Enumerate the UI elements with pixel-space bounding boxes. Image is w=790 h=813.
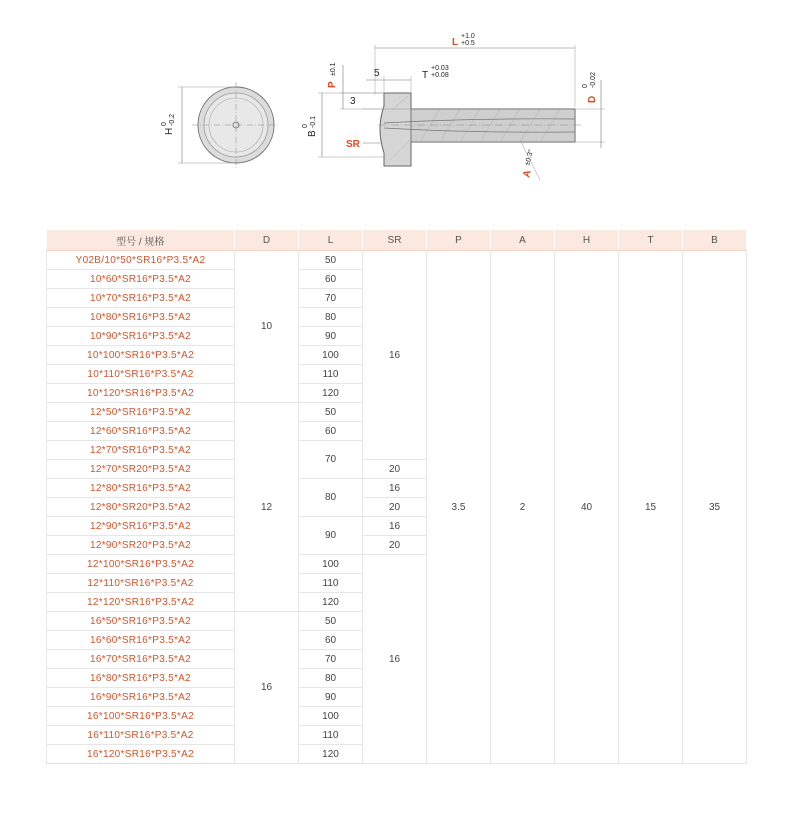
header-D: D	[235, 230, 299, 251]
side-view-punch	[378, 93, 582, 166]
tol-B-upper: 0	[302, 124, 309, 128]
sr-cell: 16	[363, 251, 427, 460]
l-cell: 90	[299, 327, 363, 346]
header-model: 型号 / 规格	[47, 230, 235, 251]
d-cell: 12	[235, 403, 299, 612]
table-row	[47, 251, 747, 270]
model-cell: 10*70*SR16*P3.5*A2	[47, 289, 235, 308]
model-cell: 16*90*SR16*P3.5*A2	[47, 688, 235, 707]
l-cell: 90	[299, 688, 363, 707]
l-cell: 50	[299, 612, 363, 631]
table-header-row	[47, 230, 747, 251]
model-cell: 12*80*SR16*P3.5*A2	[47, 479, 235, 498]
tol-D-lower: -0.02	[590, 72, 597, 88]
front-view-circle	[192, 82, 280, 168]
model-cell: 12*90*SR20*P3.5*A2	[47, 536, 235, 555]
model-cell: 16*80*SR16*P3.5*A2	[47, 669, 235, 688]
label-L: L	[452, 37, 459, 48]
model-cell: 16*60*SR16*P3.5*A2	[47, 631, 235, 650]
tol-H-upper: 0	[161, 122, 168, 126]
technical-drawing	[0, 0, 790, 200]
sr-cell: 20	[363, 498, 427, 517]
l-cell: 70	[299, 441, 363, 479]
model-cell: 10*60*SR16*P3.5*A2	[47, 270, 235, 289]
d-cell: 10	[235, 251, 299, 403]
tol-T-upper: +0.03	[431, 65, 449, 72]
tol-T-lower: +0.08	[431, 72, 449, 79]
header-SR: SR	[363, 230, 427, 251]
tol-B-lower: -0.1	[310, 115, 317, 128]
label-T: T	[422, 70, 429, 81]
header-L: L	[299, 230, 363, 251]
model-cell: 10*80*SR16*P3.5*A2	[47, 308, 235, 327]
l-cell: 60	[299, 631, 363, 650]
sr-cell: 16	[363, 479, 427, 498]
l-cell: 70	[299, 650, 363, 669]
tol-D-upper: 0	[582, 84, 589, 88]
tol-L-upper: +1.0	[461, 33, 475, 40]
p-cell: 3.5	[427, 251, 491, 764]
dim-3: 3	[350, 96, 356, 107]
model-cell: 12*90*SR16*P3.5*A2	[47, 517, 235, 536]
model-cell: 16*120*SR16*P3.5*A2	[47, 745, 235, 764]
a-cell: 2	[491, 251, 555, 764]
label-SR-group	[346, 139, 380, 150]
label-SR: SR	[346, 139, 360, 150]
model-cell: 12*120*SR16*P3.5*A2	[47, 593, 235, 612]
label-A: A	[521, 168, 534, 179]
model-cell: 12*100*SR16*P3.5*A2	[47, 555, 235, 574]
l-cell: 80	[299, 308, 363, 327]
l-cell: 100	[299, 707, 363, 726]
l-cell: 70	[299, 289, 363, 308]
model-cell: 16*100*SR16*P3.5*A2	[47, 707, 235, 726]
sr-cell: 20	[363, 460, 427, 479]
l-cell: 60	[299, 270, 363, 289]
header-P: P	[427, 230, 491, 251]
model-cell: 16*70*SR16*P3.5*A2	[47, 650, 235, 669]
l-cell: 100	[299, 346, 363, 365]
tol-A: ±0.3°	[524, 148, 536, 167]
h-cell: 40	[555, 251, 619, 764]
l-cell: 120	[299, 593, 363, 612]
sr-cell: 16	[363, 517, 427, 536]
l-cell: 110	[299, 726, 363, 745]
l-cell: 50	[299, 403, 363, 422]
l-cell: 100	[299, 555, 363, 574]
model-cell: 10*90*SR16*P3.5*A2	[47, 327, 235, 346]
model-cell: 10*110*SR16*P3.5*A2	[47, 365, 235, 384]
header-B: B	[683, 230, 747, 251]
label-B: B	[307, 130, 318, 137]
model-cell: 16*50*SR16*P3.5*A2	[47, 612, 235, 631]
model-cell: Y02B/10*50*SR16*P3.5*A2	[47, 251, 235, 270]
label-H: H	[164, 127, 175, 135]
l-cell: 50	[299, 251, 363, 270]
dimension-D	[575, 72, 605, 148]
tol-H-lower: -0.2	[169, 113, 176, 126]
l-cell: 120	[299, 745, 363, 764]
l-cell: 120	[299, 384, 363, 403]
spec-table	[46, 230, 747, 764]
l-cell: 110	[299, 365, 363, 384]
dimension-5-T	[366, 65, 449, 92]
label-D: D	[587, 95, 598, 103]
header-T: T	[619, 230, 683, 251]
spec-table-container	[46, 230, 746, 758]
l-cell: 110	[299, 574, 363, 593]
l-cell: 80	[299, 669, 363, 688]
model-cell: 10*120*SR16*P3.5*A2	[47, 384, 235, 403]
l-cell: 90	[299, 517, 363, 555]
dimension-A	[520, 140, 540, 180]
model-cell: 12*110*SR16*P3.5*A2	[47, 574, 235, 593]
header-H: H	[555, 230, 619, 251]
l-cell: 80	[299, 479, 363, 517]
sr-cell: 20	[363, 536, 427, 555]
model-cell: 10*100*SR16*P3.5*A2	[47, 346, 235, 365]
l-cell: 60	[299, 422, 363, 441]
sr-cell: 16	[363, 555, 427, 764]
d-cell: 16	[235, 612, 299, 764]
label-P: P	[327, 81, 338, 88]
dim-5: 5	[374, 68, 380, 79]
model-cell: 12*80*SR20*P3.5*A2	[47, 498, 235, 517]
tol-L-lower: +0.5	[461, 40, 475, 47]
b-cell: 35	[683, 251, 747, 764]
model-cell: 12*50*SR16*P3.5*A2	[47, 403, 235, 422]
header-A: A	[491, 230, 555, 251]
model-cell: 16*110*SR16*P3.5*A2	[47, 726, 235, 745]
model-cell: 12*70*SR16*P3.5*A2	[47, 441, 235, 460]
model-cell: 12*70*SR20*P3.5*A2	[47, 460, 235, 479]
tol-P: ±0.1	[330, 62, 337, 76]
model-cell: 12*60*SR16*P3.5*A2	[47, 422, 235, 441]
t-cell: 15	[619, 251, 683, 764]
